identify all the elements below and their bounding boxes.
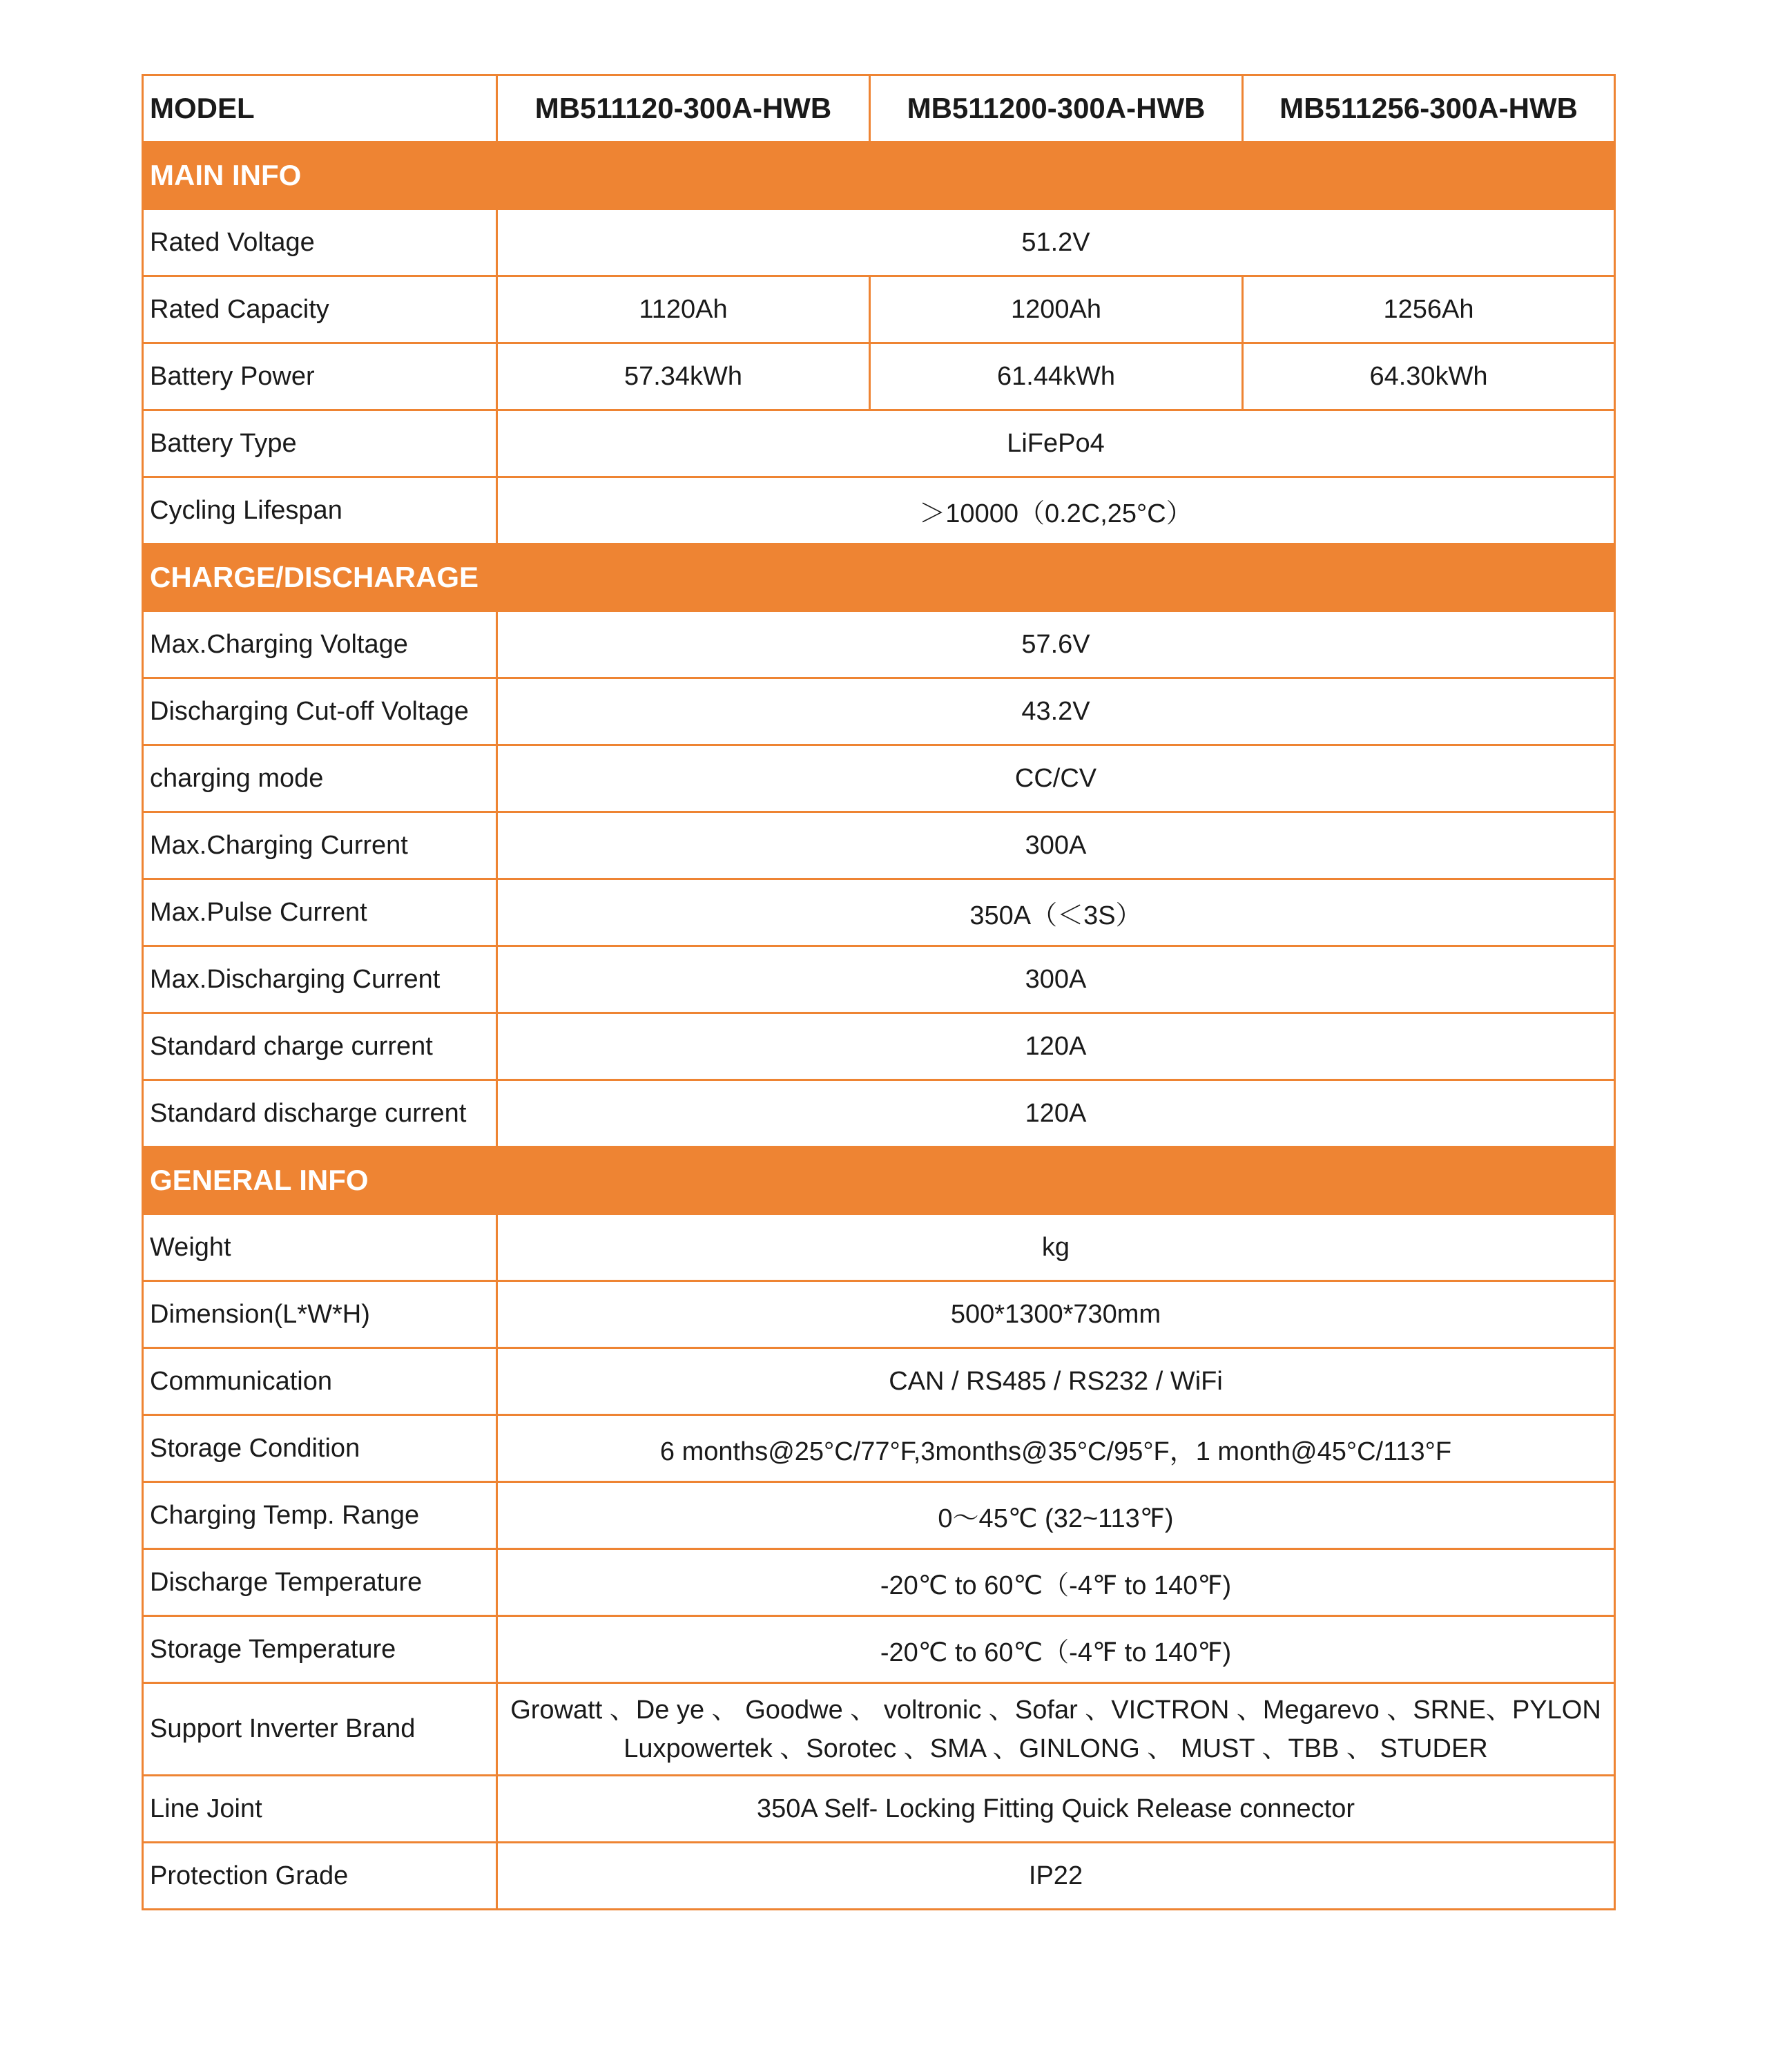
row-value: 0～45℃ (32~113℉) — [497, 1482, 1615, 1549]
header-row — [143, 75, 1615, 142]
inverter-brand-line-1: Growatt 、De ye 、 Goodwe 、 voltronic 、Sofar 、VICTRON 、Megarevo 、SRNE、PYLON — [510, 1695, 1601, 1725]
row-label: Rated Voltage — [143, 209, 497, 276]
row-value: 1200Ah — [870, 276, 1243, 343]
row-label: Discharge Temperature — [143, 1549, 497, 1616]
section-title-general-info: GENERAL INFO — [143, 1147, 1615, 1214]
row-value: 120A — [497, 1080, 1615, 1147]
table-row — [143, 343, 1615, 410]
row-label: Max.Charging Voltage — [143, 611, 497, 678]
table-row — [143, 678, 1615, 745]
row-label: Standard discharge current — [143, 1080, 497, 1147]
table-row — [143, 1683, 1615, 1776]
spec-table — [142, 74, 1616, 1910]
section-main-info — [143, 142, 1615, 209]
row-value: 43.2V — [497, 678, 1615, 745]
row-value: 300A — [497, 812, 1615, 879]
table-row — [143, 946, 1615, 1013]
row-label: charging mode — [143, 745, 497, 812]
table-row — [143, 1214, 1615, 1281]
row-label: Max.Discharging Current — [143, 946, 497, 1013]
section-title-main-info: MAIN INFO — [143, 142, 1615, 209]
row-value: CAN / RS485 / RS232 / WiFi — [497, 1348, 1615, 1415]
table-row — [143, 1482, 1615, 1549]
inverter-brand-line-2: Luxpowertek 、Sorotec 、SMA 、GINLONG 、 MUST 、TBB 、 STUDER — [624, 1734, 1488, 1763]
row-label: Max.Pulse Current — [143, 879, 497, 946]
row-value: 300A — [497, 946, 1615, 1013]
row-value: 1120Ah — [497, 276, 870, 343]
table-row — [143, 477, 1615, 544]
section-title-charge-discharge: CHARGE/DISCHARAGE — [143, 544, 1615, 611]
row-label: Protection Grade — [143, 1843, 497, 1910]
row-label: Weight — [143, 1214, 497, 1281]
model-name-1: MB511120-300A-HWB — [497, 75, 870, 142]
row-label: Standard charge current — [143, 1013, 497, 1080]
row-label: Support Inverter Brand — [143, 1683, 497, 1776]
row-label: Dimension(L*W*H) — [143, 1281, 497, 1348]
row-value: LiFePo4 — [497, 410, 1615, 477]
row-value: ＞10000（0.2C,25°C） — [497, 477, 1615, 544]
inverter-brand-list — [497, 1683, 1615, 1776]
row-label: Communication — [143, 1348, 497, 1415]
row-value: 57.34kWh — [497, 343, 870, 410]
table-row — [143, 1281, 1615, 1348]
table-row — [143, 1080, 1615, 1147]
row-value: -20℃ to 60℃（-4℉ to 140℉) — [497, 1616, 1615, 1683]
row-label: Battery Type — [143, 410, 497, 477]
row-value: 64.30kWh — [1243, 343, 1615, 410]
row-value: 57.6V — [497, 611, 1615, 678]
table-row — [143, 879, 1615, 946]
row-value: IP22 — [497, 1843, 1615, 1910]
model-label: MODEL — [143, 75, 497, 142]
model-name-3: MB511256-300A-HWB — [1243, 75, 1615, 142]
row-value: 1256Ah — [1243, 276, 1615, 343]
row-value: 350A（＜3S） — [497, 879, 1615, 946]
table-row — [143, 410, 1615, 477]
table-row — [143, 812, 1615, 879]
row-value: kg — [497, 1214, 1615, 1281]
row-label: Storage Condition — [143, 1415, 497, 1482]
table-row — [143, 1013, 1615, 1080]
row-label: Rated Capacity — [143, 276, 497, 343]
row-value: 51.2V — [497, 209, 1615, 276]
table-row — [143, 1415, 1615, 1482]
table-row — [143, 745, 1615, 812]
table-row — [143, 1348, 1615, 1415]
row-label: Storage Temperature — [143, 1616, 497, 1683]
row-label: Max.Charging Current — [143, 812, 497, 879]
section-charge-discharge — [143, 544, 1615, 611]
row-label: Battery Power — [143, 343, 497, 410]
row-value: -20℃ to 60℃（-4℉ to 140℉) — [497, 1549, 1615, 1616]
section-general-info — [143, 1147, 1615, 1214]
row-value: 350A Self- Locking Fitting Quick Release connector — [497, 1776, 1615, 1843]
table-row — [143, 1616, 1615, 1683]
table-row — [143, 1843, 1615, 1910]
table-row — [143, 1776, 1615, 1843]
table-row — [143, 611, 1615, 678]
row-label: Charging Temp. Range — [143, 1482, 497, 1549]
row-label: Discharging Cut-off Voltage — [143, 678, 497, 745]
table-row — [143, 276, 1615, 343]
row-label: Line Joint — [143, 1776, 497, 1843]
table-row — [143, 1549, 1615, 1616]
row-value: CC/CV — [497, 745, 1615, 812]
model-name-2: MB511200-300A-HWB — [870, 75, 1243, 142]
table-row — [143, 209, 1615, 276]
row-label: Cycling Lifespan — [143, 477, 497, 544]
row-value: 6 months@25°C/77°F,3months@35°C/95°F，1 month@45°C/113°F — [497, 1415, 1615, 1482]
row-value: 500*1300*730mm — [497, 1281, 1615, 1348]
row-value: 120A — [497, 1013, 1615, 1080]
row-value: 61.44kWh — [870, 343, 1243, 410]
